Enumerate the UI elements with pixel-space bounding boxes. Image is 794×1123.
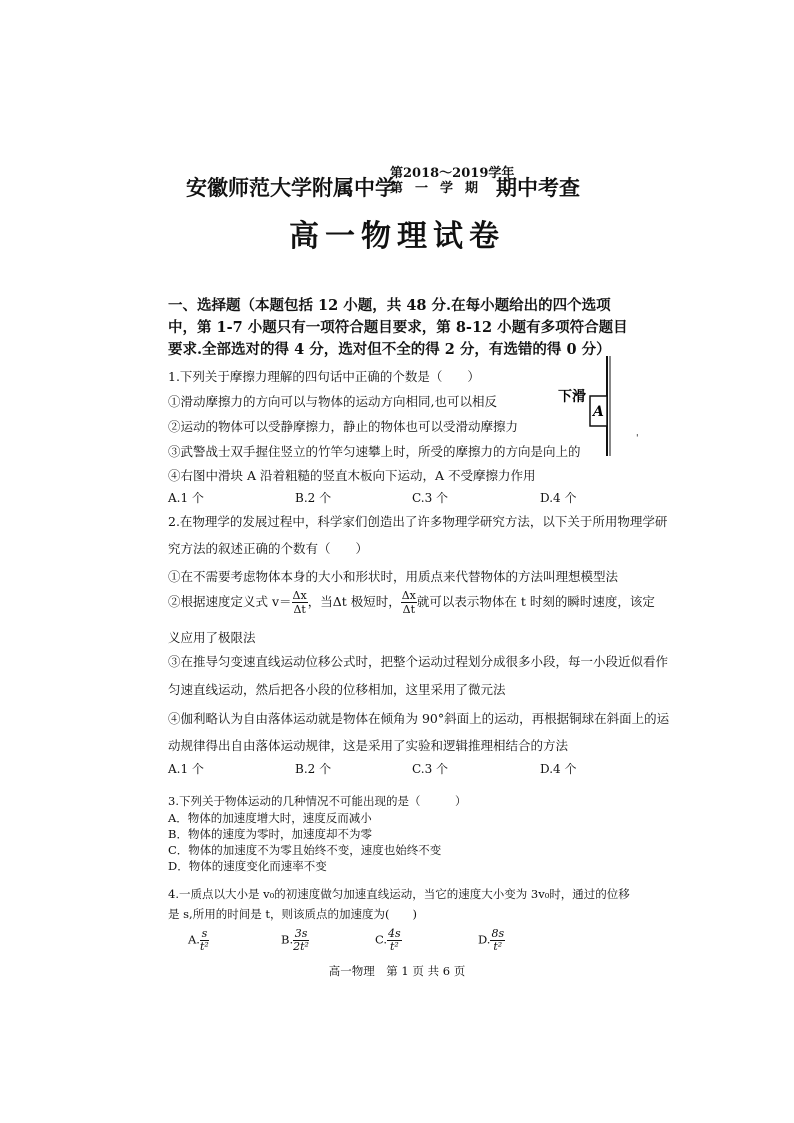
q1-item-3: ③武警战士双手握住竖立的竹竿匀速攀上时，所受的摩擦力的方向是向上的: [168, 444, 581, 459]
q3-option-d: D．物体的速度变化而速率不变: [168, 859, 327, 873]
q1-option-a: A.1 个: [168, 491, 204, 505]
q4-option-a-fraction: [200, 928, 209, 953]
q2-item-4-line2: 动规律得出自由落体运动规律，这是采用了实验和逻辑推理相结合的方法: [168, 738, 569, 753]
q1-option-b: B.2 个: [295, 491, 332, 505]
q4-option-c-num: 4s: [388, 927, 401, 940]
q2-item-2-line2: 义应用了极限法: [168, 630, 256, 645]
q1-item-4: ④右图中滑块 A 沿着粗糙的竖直木板向下运动，A 不受摩擦力作用: [168, 468, 536, 483]
q2-item-2-b: ，当Δt 极短时，: [307, 594, 401, 609]
q4-option-b-den: 2t²: [293, 940, 309, 953]
section-heading: 一、选择题（本题包括 12 小题，共 48 分.在每小题给出的四个选项中，第 1-7 小题只有一项符合题目要求，第 8-12 小题有多项符合题目要求.全部选对的得 4 分，选对但不全的得 2 分，有选错的得 0 分）: [168, 297, 628, 358]
q4-option-b-fraction: [293, 928, 309, 953]
q4-option-a-label: A.: [188, 932, 200, 947]
q4-stem-line1: 4.一质点以大小是 v₀的初速度做匀加速直线运动，当它的速度大小变为 3v₀时，通过的位移: [168, 887, 630, 901]
q4-option-d-num: 8s: [491, 927, 505, 940]
q4-option-a: [188, 928, 209, 953]
q2-option-a: A.1 个: [168, 762, 204, 776]
q4-option-d: [478, 928, 505, 953]
q3-option-b: B．物体的速度为零时，加速度却不为零: [168, 827, 372, 841]
velocity-fraction-2: [401, 589, 417, 616]
q2-option-b: B.2 个: [295, 762, 332, 776]
fraction-denominator-2: Δt: [402, 603, 415, 616]
q2-item-4-line1: ④伽利略认为自由落体运动就是物体在倾角为 90°斜面上的运动，再根据铜球在斜面上的运: [168, 711, 670, 726]
school-name: 安徽师范大学附属中学: [186, 175, 396, 200]
exam-name: 期中考查: [496, 175, 580, 200]
q4-stem-line2: 是 s,所用的时间是 t，则该质点的加速度为( ): [168, 907, 417, 921]
fraction-numerator-2: Δx: [401, 589, 416, 602]
q1-option-c: C.3 个: [412, 491, 449, 505]
page-footer: 高一物理 第 1 页 共 6 页: [328, 964, 466, 978]
q2-option-c: C.3 个: [412, 762, 449, 776]
q1-item-2: ②运动的物体可以受静摩擦力，静止的物体也可以受滑动摩擦力: [168, 419, 519, 434]
sliding-block-figure: [555, 356, 615, 456]
q1-item-1: ①滑动摩擦力的方向可以与物体的运动方向相同,也可以相反: [168, 394, 497, 409]
q1-option-d: D.4 个: [540, 491, 577, 505]
q2-item-2-c: 就可以表示物体在 t 时刻的瞬时速度，该定: [416, 594, 655, 609]
q4-option-a-num: s: [201, 927, 208, 940]
q3-stem: 3.下列关于物体运动的几种情况不可能出现的是（ ）: [168, 794, 467, 808]
term-semester: 第一学期: [390, 181, 491, 196]
q2-stem-line2: 究方法的叙述正确的个数有（ ）: [168, 541, 369, 556]
q1-stem: 1.下列关于摩擦力理解的四句话中正确的个数是（ ）: [168, 369, 480, 384]
q4-option-c: [375, 928, 402, 953]
q4-option-c-fraction: [387, 928, 402, 953]
q3-option-c: C．物体的加速度不为零且始终不变，速度也始终不变: [168, 843, 442, 857]
q2-item-1: ①在不需要考虑物体本身的大小和形状时，用质点来代替物体的方法叫理想模型法: [168, 569, 619, 584]
page-title: 高一物理试卷: [289, 219, 505, 254]
q2-item-2-a: ②根据速度定义式 v＝: [168, 594, 292, 609]
q2-item-3-line1: ③在推导匀变速直线运动位移公式时，把整个运动过程划分成很多小段，每一小段近似看作: [168, 654, 669, 669]
q2-stem-line1: 2.在物理学的发展过程中，科学家们创造出了许多物理学研究方法，以下关于所用物理学研: [168, 514, 668, 529]
q2-option-d: D.4 个: [540, 762, 577, 776]
velocity-fraction: [292, 589, 308, 616]
q4-option-d-fraction: [490, 928, 505, 953]
q2-item-3-line2: 匀速直线运动，然后把各小段的位移相加，这里采用了微元法: [168, 682, 506, 697]
fraction-numerator: Δx: [292, 589, 307, 602]
stray-mark: ': [636, 434, 639, 444]
q4-option-a-den: t²: [199, 940, 209, 953]
block-label: A: [593, 404, 604, 420]
q4-option-c-label: C.: [375, 932, 388, 947]
q4-option-b-num: 3s: [294, 927, 308, 940]
term-year: 第2018～2019学年: [390, 166, 515, 181]
q4-option-b: [281, 928, 309, 953]
q3-option-a: A．物体的加速度增大时，速度反而减小: [168, 811, 372, 825]
slide-label: 下滑: [558, 389, 586, 405]
q2-item-2: [168, 589, 655, 616]
fraction-denominator: Δt: [293, 603, 306, 616]
q4-option-d-label: D.: [478, 932, 491, 947]
q4-option-c-den: t²: [389, 940, 399, 953]
q4-option-b-label: B.: [281, 932, 294, 947]
q4-option-d-den: t²: [493, 940, 503, 953]
